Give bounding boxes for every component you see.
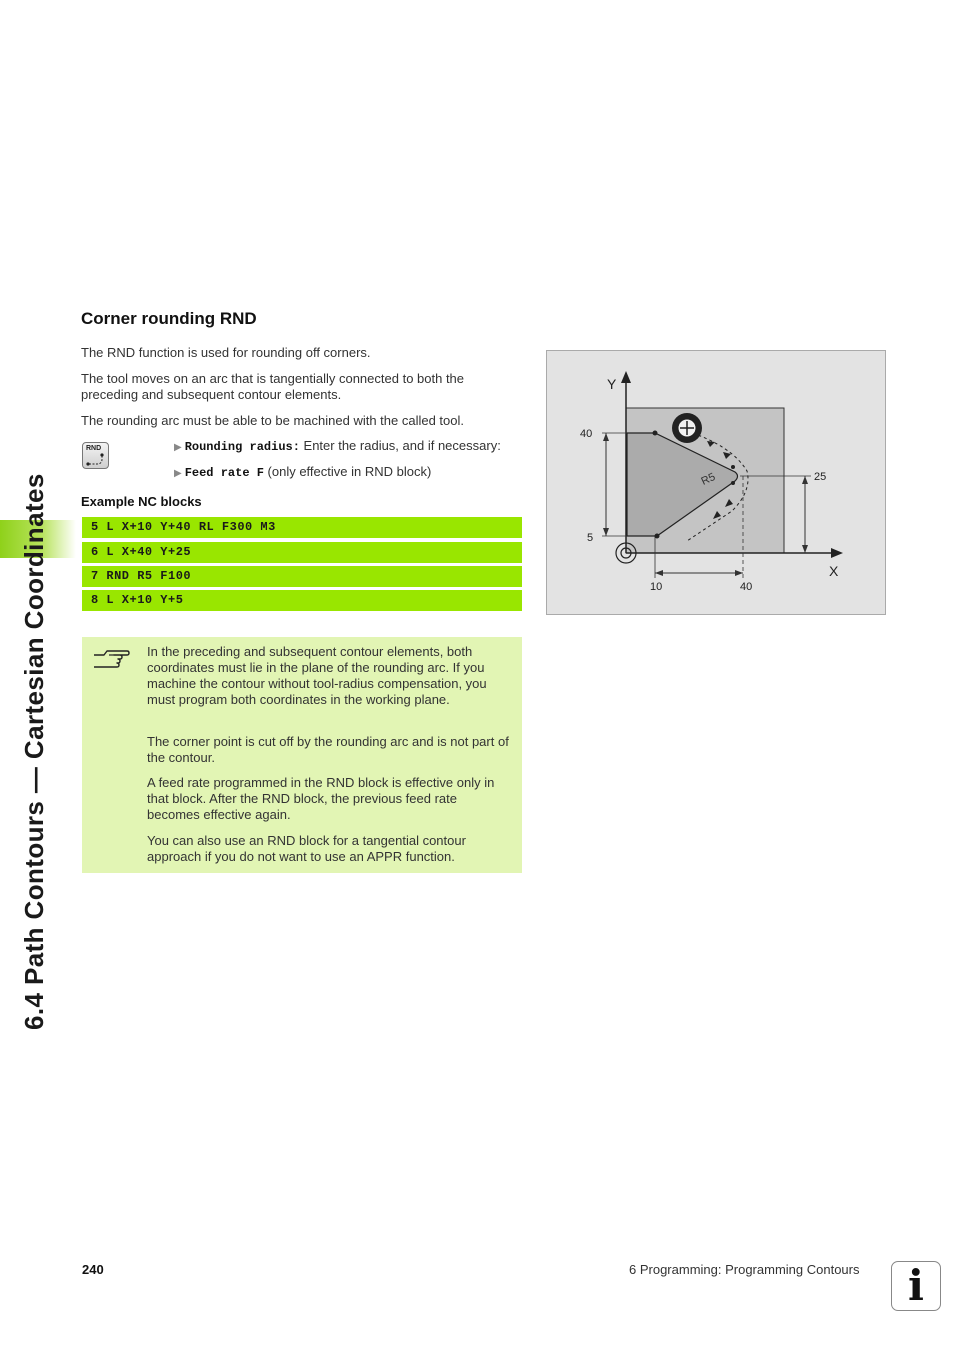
chapter-footer: 6 Programming: Programming Contours: [629, 1262, 860, 1277]
info-glyph: i: [908, 1261, 924, 1310]
step-code: Rounding radius:: [184, 440, 300, 454]
nc-block: 7 RND R5 F100: [82, 566, 522, 587]
pointing-hand-icon: [92, 647, 130, 673]
step-feed-rate: [174, 464, 431, 480]
intro-paragraph-2: The tool moves on an arc that is tangentially connected to both the preceding and subsequent contour elements.: [81, 371, 465, 402]
chapter-section-title: 6.4 Path Contours — Cartesian Coordinates: [19, 473, 49, 1030]
step-code: Feed rate F: [184, 466, 264, 480]
step-text: (only effective in RND block): [263, 464, 432, 479]
x-axis-label: X: [829, 563, 839, 579]
intro-paragraph-1: The RND function is used for rounding off corners.: [81, 345, 371, 360]
nc-block: 5 L X+10 Y+40 RL F300 M3: [82, 517, 522, 538]
rnd-diagram: [546, 350, 886, 615]
info-icon: [891, 1261, 941, 1311]
radius-label: R5: [699, 471, 718, 488]
rnd-diagram-drawing: [547, 351, 887, 616]
rnd-key-label: RND: [86, 445, 102, 452]
dim-y5-label: 5: [587, 532, 594, 544]
y-axis-label: Y: [607, 376, 617, 392]
corner-round-glyph-icon: [85, 453, 107, 467]
nc-block: 6 L X+40 Y+25: [82, 542, 522, 563]
note-box: [82, 637, 522, 873]
step-rounding-radius: [174, 438, 501, 454]
dim-y25-label: 25: [814, 471, 827, 483]
step-text: Enter the radius, and if necessary:: [299, 438, 501, 453]
note-paragraph: In the preceding and subsequent contour elements, both coordinates must lie in the plane of the rounding arc. If you machine the contour without tool-radius compensation, you must program both coordinates in the working plane.: [147, 644, 487, 707]
triangle-bullet-icon: ▶: [174, 468, 182, 479]
example-heading: Example NC blocks: [81, 494, 202, 509]
section-heading: Corner rounding RND: [81, 309, 257, 328]
dim-y40-label: 40: [580, 428, 593, 440]
nc-block: 8 L X+10 Y+5: [82, 590, 522, 611]
note-paragraph: A feed rate programmed in the RND block is effective only in that block. After the RND block, the previous feed rate becomes effective again.: [147, 775, 495, 822]
intro-paragraph-3: The rounding arc must be able to be machined with the called tool.: [81, 413, 465, 428]
dim-x40-label: 40: [740, 581, 753, 593]
note-paragraph: The corner point is cut off by the rounding arc and is not part of the contour.: [147, 734, 509, 765]
triangle-bullet-icon: ▶: [174, 442, 182, 453]
rnd-key-icon: [82, 442, 109, 469]
dim-x10-label: 10: [650, 581, 663, 593]
page-number: 240: [82, 1262, 104, 1277]
note-paragraph: You can also use an RND block for a tangential contour approach if you do not want to use an APPR function.: [147, 833, 466, 864]
